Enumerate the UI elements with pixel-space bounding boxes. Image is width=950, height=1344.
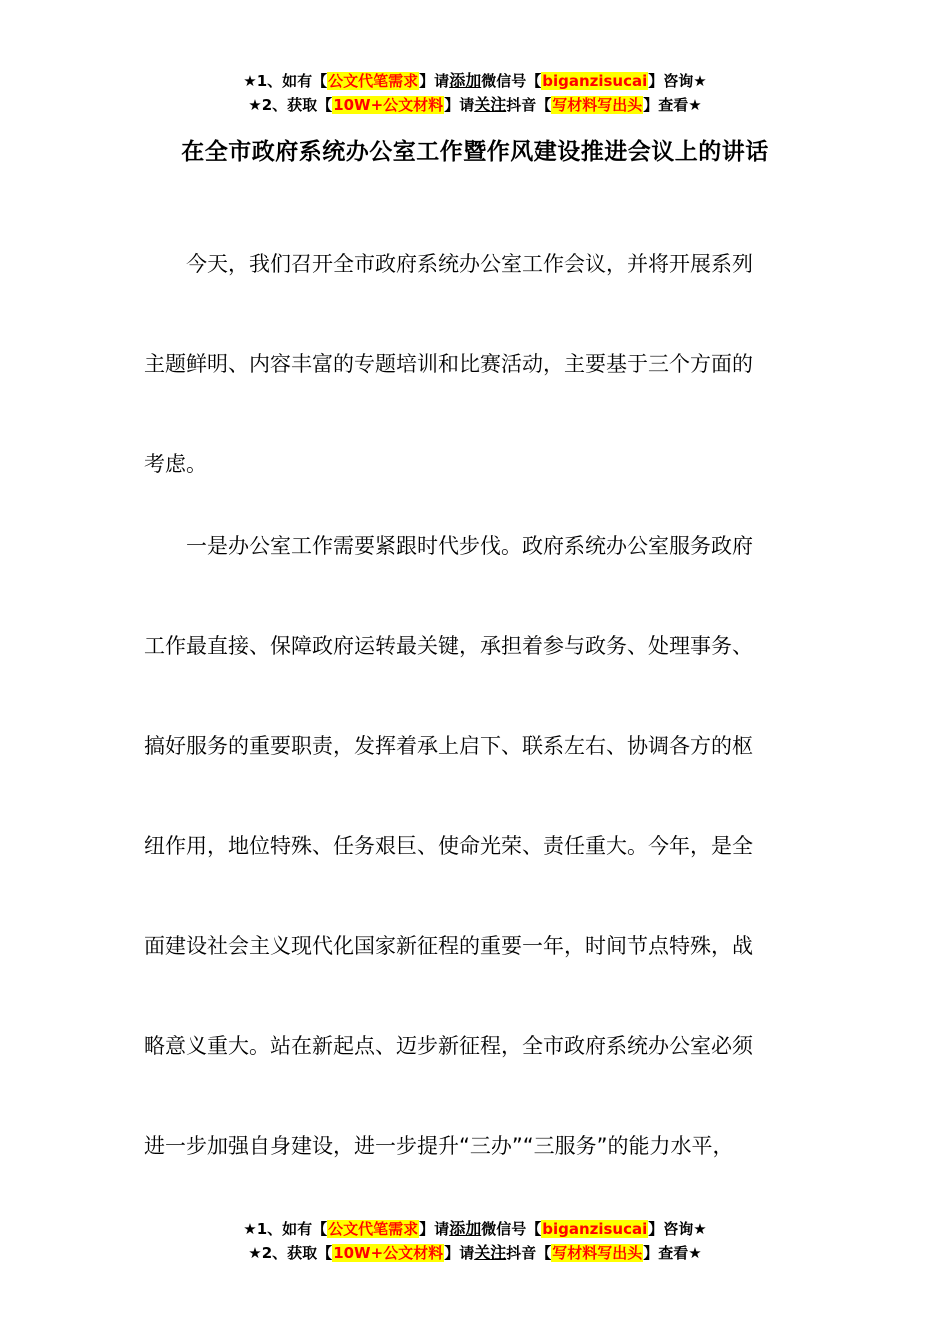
promo-highlight: biganzisucai <box>542 72 648 90</box>
promo-highlight: 10W+公文材料 <box>333 96 444 114</box>
text-line: 纽作用，地位特殊、任务艰巨、使命光荣、责任重大。今年，是全 <box>144 834 753 858</box>
promo-highlight: 公文代笔需求 <box>328 1220 419 1238</box>
text-line: 考虑。 <box>144 452 207 476</box>
promo-emphasis: 添加 <box>449 1219 482 1238</box>
promo-text: 】请 <box>444 1244 475 1262</box>
promo-highlight: 写材料写出头 <box>552 1244 643 1262</box>
promo-text: 】请 <box>419 72 450 90</box>
text-line: 进一步加强自身建设，进一步提升“三办”“三服务”的能力水平， <box>144 1134 734 1158</box>
promo-text: 】请 <box>419 1220 450 1238</box>
promo-highlight: 公文代笔需求 <box>328 72 419 90</box>
promo-text: ★1、如有【 <box>243 1220 328 1238</box>
promo-text: 】咨询★ <box>648 72 707 90</box>
document-body <box>144 214 824 1196</box>
promo-text: ★2、获取【 <box>248 1244 333 1262</box>
promo-line-2 <box>0 1241 950 1265</box>
promo-line-2 <box>0 93 950 117</box>
promo-line-1 <box>0 1217 950 1241</box>
promo-highlight: biganzisucai <box>542 1220 648 1238</box>
document-title: 在全市政府系统办公室工作暨作风建设推进会议上的讲话 <box>181 139 769 165</box>
promo-text: 】请 <box>444 96 475 114</box>
text-line: 面建设社会主义现代化国家新征程的重要一年，时间节点特殊，战 <box>144 934 753 958</box>
promo-emphasis: 添加 <box>449 71 482 90</box>
promo-text: 】查看★ <box>643 1244 702 1262</box>
footer-promo-banner <box>0 1217 950 1265</box>
header-promo-banner <box>0 69 950 117</box>
promo-text: ★2、获取【 <box>248 96 333 114</box>
promo-emphasis: 关注 <box>474 1243 507 1262</box>
promo-highlight: 写材料写出头 <box>552 96 643 114</box>
promo-text: 抖音【 <box>506 1244 552 1262</box>
promo-text: ★1、如有【 <box>243 72 328 90</box>
promo-emphasis: 关注 <box>474 95 507 114</box>
text-line: 今天，我们召开全市政府系统办公室工作会议，并将开展系列 <box>144 252 753 276</box>
text-line: 略意义重大。站在新起点、迈步新征程，全市政府系统办公室必须 <box>144 1034 753 1058</box>
text-line: 主题鲜明、内容丰富的专题培训和比赛活动，主要基于三个方面的 <box>144 352 753 376</box>
promo-line-1 <box>0 69 950 93</box>
promo-text: 微信号【 <box>481 1220 542 1238</box>
text-line: 工作最直接、保障政府运转最关键，承担着参与政务、处理事务、 <box>144 634 753 658</box>
text-line: 搞好服务的重要职责，发挥着承上启下、联系左右、协调各方的枢 <box>144 734 753 758</box>
promo-highlight: 10W+公文材料 <box>333 1244 444 1262</box>
promo-text: 】查看★ <box>643 96 702 114</box>
text-line: 一是办公室工作需要紧跟时代步伐。政府系统办公室服务政府 <box>144 534 753 558</box>
promo-text: 】咨询★ <box>648 1220 707 1238</box>
promo-text: 微信号【 <box>481 72 542 90</box>
promo-text: 抖音【 <box>506 96 552 114</box>
